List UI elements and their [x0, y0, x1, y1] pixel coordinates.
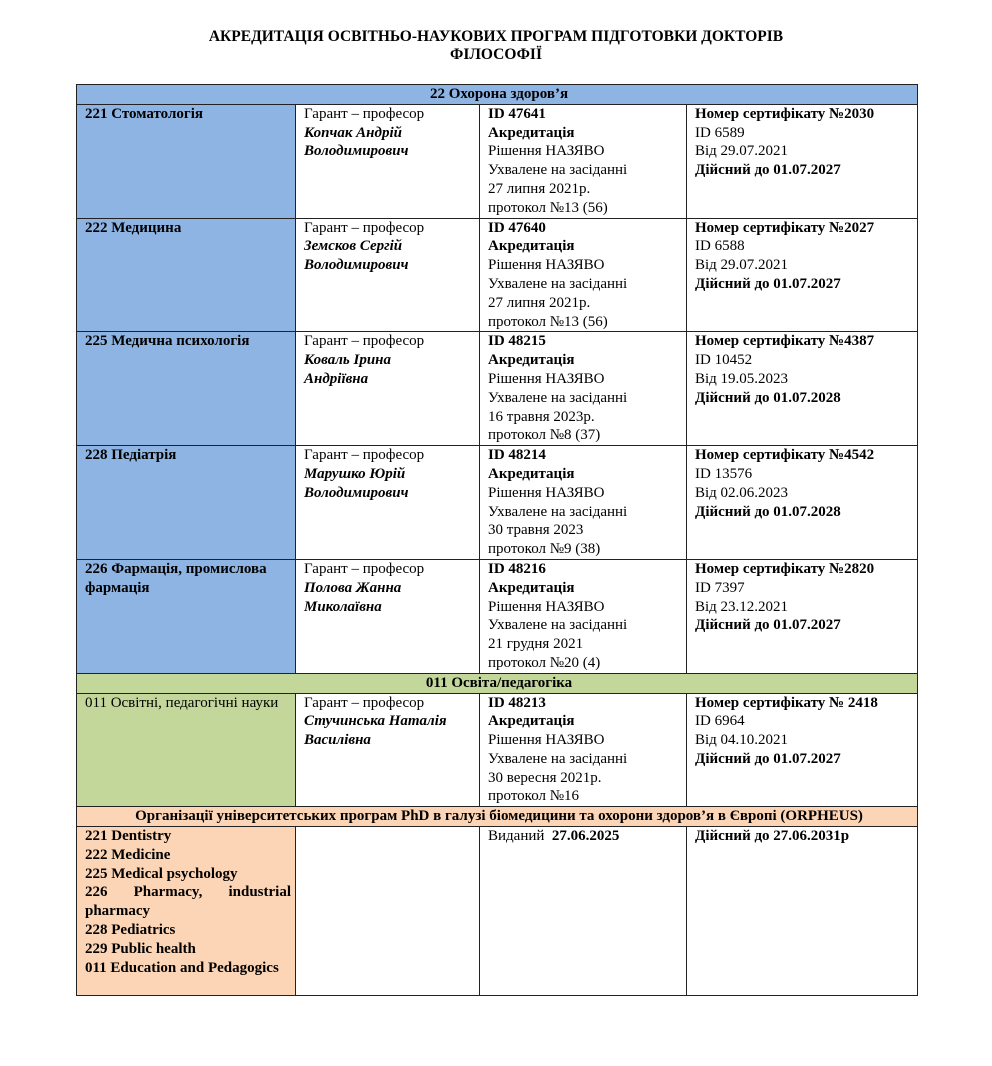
issued-label: Виданий: [488, 828, 545, 845]
certificate-issue-date: Від 04.10.2021: [695, 732, 789, 749]
program-name: 225 Медична психологія: [85, 333, 250, 350]
program-name-cell: [77, 332, 296, 446]
orpheus-programs-cell: [77, 827, 296, 996]
accreditation-cell: [480, 104, 687, 218]
orpheus-valid-cell: [687, 827, 918, 996]
guarantor-name-line-1: Марушко Юрій: [304, 465, 406, 482]
certificate-id: ID 6964: [695, 713, 745, 730]
program-name-cell: [77, 218, 296, 332]
program-name: 222 Медицина: [85, 219, 182, 236]
section-heading: 011 Освіта/педагогіка: [77, 673, 918, 693]
protocol-number: протокол №20 (4): [488, 654, 601, 671]
program-name: 011 Освітні, педагогічні науки: [85, 694, 279, 711]
program-row: [77, 446, 918, 560]
guarantor-label: Гарант – професор: [304, 560, 425, 577]
program-name-cell: [77, 559, 296, 673]
accreditation-id: ID 48216: [488, 560, 546, 577]
guarantor-name-line-2: Василівна: [304, 732, 371, 749]
decision-text: Рішення НАЗЯВО: [488, 732, 605, 749]
document-title: [0, 28, 992, 64]
approved-text: Ухвалене на засіданні: [488, 389, 628, 406]
program-row: [77, 104, 918, 218]
program-name: 221 Стоматологія: [85, 105, 203, 122]
approved-text: Ухвалене на засіданні: [488, 617, 628, 634]
meeting-date: 27 липня 2021р.: [488, 180, 591, 197]
meeting-date: 16 травня 2023р.: [488, 408, 595, 425]
decision-text: Рішення НАЗЯВО: [488, 257, 605, 274]
certificate-id: ID 6589: [695, 124, 745, 141]
approved-text: Ухвалене на засіданні: [488, 750, 628, 767]
accreditation-label: Акредитація: [488, 465, 575, 482]
guarantor-label: Гарант – професор: [304, 333, 425, 350]
guarantor-cell: [296, 104, 480, 218]
certificate-valid-until: Дійсний до 01.07.2027: [695, 162, 841, 179]
guarantor-label: Гарант – професор: [304, 694, 425, 711]
certificate-issue-date: Від 23.12.2021: [695, 598, 789, 615]
certificate-id: ID 6588: [695, 238, 745, 255]
guarantor-label: Гарант – професор: [304, 219, 425, 236]
accreditation-cell: [480, 446, 687, 560]
section-heading: Організації університетських програм PhD в галузі біомедицини та охорони здоров’я в Європі (ORPHEUS): [77, 807, 918, 827]
issued-date: 27.06.2025: [551, 828, 620, 845]
approved-text: Ухвалене на засіданні: [488, 503, 628, 520]
guarantor-cell: [296, 218, 480, 332]
accreditation-cell: [480, 218, 687, 332]
guarantor-name-line-2: Володимирович: [304, 257, 409, 274]
guarantor-cell: [296, 693, 480, 807]
protocol-number: протокол №13 (56): [488, 199, 608, 216]
certificate-issue-date: Від 29.07.2021: [695, 257, 789, 274]
certificate-cell: [687, 104, 918, 218]
certificate-cell: [687, 332, 918, 446]
meeting-date: 27 липня 2021р.: [488, 294, 591, 311]
guarantor-name-line-2: Володимирович: [304, 143, 409, 160]
guarantor-label: Гарант – професор: [304, 447, 425, 464]
meeting-date: 30 травня 2023: [488, 522, 584, 539]
program-name: 228 Педіатрія: [85, 447, 177, 464]
protocol-number: протокол №8 (37): [488, 427, 601, 444]
certificate-number: Номер сертифікату №4542: [695, 447, 875, 464]
certificate-valid-until: Дійсний до 01.07.2027: [695, 750, 841, 767]
certificate-id: ID 13576: [695, 465, 753, 482]
certificate-number: Номер сертифікату №2027: [695, 219, 875, 236]
approved-text: Ухвалене на засіданні: [488, 162, 628, 179]
certificate-number: Номер сертифікату №4387: [695, 333, 875, 350]
orpheus-program-item: 221 Dentistry: [85, 828, 172, 845]
program-row: [77, 559, 918, 673]
accreditation-id: ID 47641: [488, 105, 546, 122]
guarantor-name-line-1: Стучинська Наталія: [304, 713, 447, 730]
accreditation-label: Акредитація: [488, 124, 575, 141]
certificate-issue-date: Від 19.05.2023: [695, 370, 789, 387]
accreditation-id: ID 48214: [488, 447, 546, 464]
certificate-valid-until: Дійсний до 01.07.2027: [695, 617, 841, 634]
section-header-health: [77, 85, 918, 105]
accreditation-table: [76, 84, 918, 996]
program-name: 226 Фармація, промислова фармація: [85, 560, 267, 596]
certificate-number: Номер сертифікату №2820: [695, 560, 875, 577]
certificate-valid-until: Дійсний до 01.07.2028: [695, 389, 841, 406]
orpheus-issued-cell: [480, 827, 687, 996]
program-name-cell: [77, 693, 296, 807]
orpheus-valid-until: Дійсний до 27.06.2031р: [695, 828, 850, 845]
accreditation-label: Акредитація: [488, 713, 575, 730]
section-heading: 22 Охорона здоров’я: [77, 85, 918, 105]
decision-text: Рішення НАЗЯВО: [488, 143, 605, 160]
protocol-number: протокол №16: [488, 788, 580, 805]
certificate-cell: [687, 446, 918, 560]
meeting-date: 30 вересня 2021р.: [488, 769, 602, 786]
certificate-id: ID 10452: [695, 352, 753, 369]
accreditation-cell: [480, 559, 687, 673]
document-title-line-2: ФІЛОСОФІЇ: [450, 46, 542, 63]
certificate-issue-date: Від 29.07.2021: [695, 143, 789, 160]
decision-text: Рішення НАЗЯВО: [488, 598, 605, 615]
accreditation-label: Акредитація: [488, 352, 575, 369]
accreditation-id: ID 47640: [488, 219, 546, 236]
accreditation-cell: [480, 693, 687, 807]
accreditation-label: Акредитація: [488, 579, 575, 596]
accreditation-cell: [480, 332, 687, 446]
program-name-cell: [77, 446, 296, 560]
guarantor-cell: [296, 559, 480, 673]
guarantor-cell: [296, 446, 480, 560]
certificate-valid-until: Дійсний до 01.07.2027: [695, 275, 841, 292]
certificate-cell: [687, 218, 918, 332]
accreditation-id: ID 48213: [488, 694, 546, 711]
section-header-education: [77, 673, 918, 693]
guarantor-cell: [296, 332, 480, 446]
orpheus-row: [77, 827, 918, 996]
program-row: [77, 218, 918, 332]
approved-text: Ухвалене на засіданні: [488, 275, 628, 292]
protocol-number: протокол №9 (38): [488, 541, 601, 558]
orpheus-program-item: 228 Pediatrics: [85, 922, 176, 939]
orpheus-program-item: 226 Pharmacy, industrial pharmacy: [85, 884, 291, 920]
accreditation-id: ID 48215: [488, 333, 546, 350]
guarantor-name-line-2: Володимирович: [304, 484, 409, 501]
orpheus-program-item: 222 Medicine: [85, 846, 171, 863]
certificate-number: Номер сертифікату № 2418: [695, 694, 878, 711]
certificate-cell: [687, 559, 918, 673]
protocol-number: протокол №13 (56): [488, 313, 608, 330]
document-title-line-1: АКРЕДИТАЦІЯ ОСВІТНЬО-НАУКОВИХ ПРОГРАМ ПІДГОТОВКИ ДОКТОРІВ: [208, 28, 784, 45]
guarantor-name-line-1: Земсков Сергій: [304, 238, 403, 255]
program-row: [77, 693, 918, 807]
certificate-cell: [687, 693, 918, 807]
guarantor-name-line-1: Полова Жанна: [304, 579, 402, 596]
certificate-id: ID 7397: [695, 579, 745, 596]
meeting-date: 21 грудня 2021: [488, 636, 584, 653]
program-name-cell: [77, 104, 296, 218]
guarantor-name-line-2: Андріївна: [304, 370, 369, 387]
certificate-issue-date: Від 02.06.2023: [695, 484, 789, 501]
program-row: [77, 332, 918, 446]
orpheus-program-item: 011 Education and Pedagogics: [85, 959, 279, 976]
certificate-number: Номер сертифікату №2030: [695, 105, 875, 122]
certificate-valid-until: Дійсний до 01.07.2028: [695, 503, 841, 520]
orpheus-empty-cell: [296, 827, 480, 996]
decision-text: Рішення НАЗЯВО: [488, 484, 605, 501]
guarantor-name-line-2: Миколаївна: [304, 598, 382, 615]
guarantor-name-line-1: Копчак Андрій: [304, 124, 402, 141]
section-header-orpheus: [77, 807, 918, 827]
guarantor-label: Гарант – професор: [304, 105, 425, 122]
decision-text: Рішення НАЗЯВО: [488, 370, 605, 387]
orpheus-program-item: 225 Medical psychology: [85, 865, 238, 882]
guarantor-name-line-1: Коваль Ірина: [304, 352, 392, 369]
accreditation-label: Акредитація: [488, 238, 575, 255]
orpheus-program-item: 229 Public health: [85, 940, 196, 957]
